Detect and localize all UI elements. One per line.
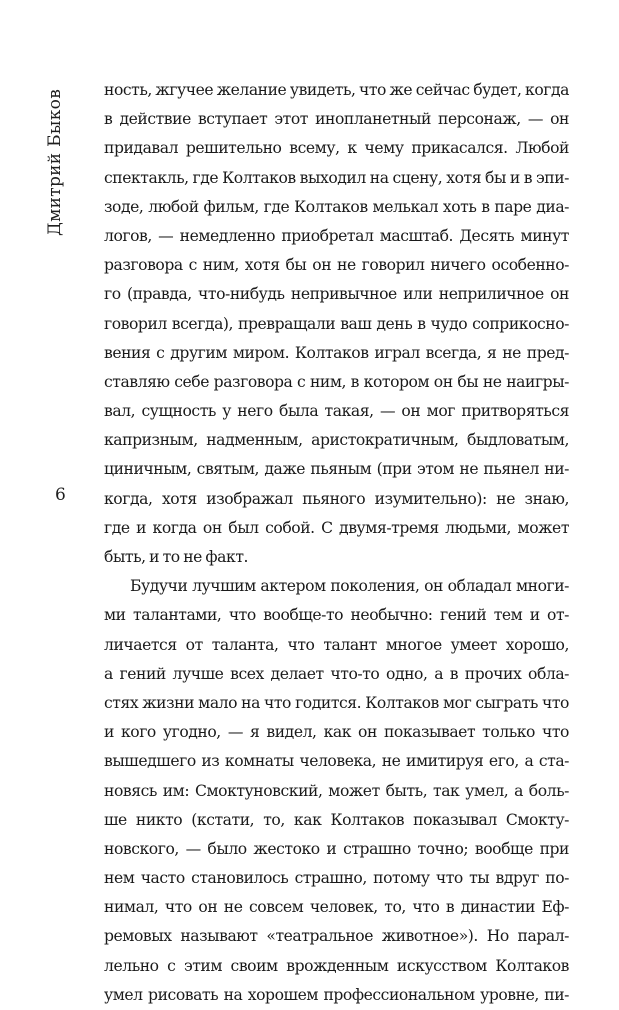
text-line: ми талантами, что вообще-то необычно: гений тем и от- bbox=[104, 606, 569, 625]
text-line: логов, — немедленно приобретал масштаб. Десять минут bbox=[104, 226, 569, 245]
text-line: Будучи лучшим актером поколения, он обладал многи- bbox=[130, 577, 569, 596]
text-line: и кого угодно, — я видел, как он показывает только что bbox=[104, 723, 569, 742]
text-line: новского, — было жестоко и страшно точно; вообще при bbox=[104, 839, 569, 858]
text-line: зоде, любой фильм, где Колтаков мелькал хоть в паре диа- bbox=[104, 197, 569, 216]
text-line: ремовых называют «театральное животное»). Но парал- bbox=[104, 927, 569, 946]
text-line: личается от таланта, что талант многое умеет хорошо, bbox=[104, 635, 569, 654]
text-line: вышедшего из комнаты человека, не имитируя его, а ста- bbox=[104, 752, 569, 771]
text-line: ставляю себе разговора с ним, в котором он бы не наигры- bbox=[104, 372, 569, 391]
page-number: 6 bbox=[55, 485, 66, 505]
text-line: придавал решительно всему, к чему прикасался. Любой bbox=[104, 139, 569, 158]
running-head-author: Дмитрий Быков bbox=[45, 88, 65, 236]
text-line: в действие вступает этот инопланетный персонаж, — он bbox=[104, 110, 569, 129]
text-line: ше никто (кстати, то, как Колтаков показывал Смокту- bbox=[104, 810, 569, 829]
text-line: спектакль, где Колтаков выходил на сцену, хотя бы и в эпи- bbox=[104, 168, 569, 187]
text-line: когда, хотя изображал пьяного изумительно): не знаю, bbox=[104, 489, 569, 508]
text-line: нем часто становилось страшно, потому что ты вдруг по- bbox=[104, 869, 569, 888]
body-text bbox=[104, 76, 569, 1010]
text-line: лельно с этим своим врожденным искусством Колтаков bbox=[104, 956, 569, 975]
text-line: где и когда он был собой. С двумя-тремя людьми, может bbox=[104, 518, 569, 537]
text-line: разговора с ним, хотя бы он не говорил ничего особенно- bbox=[104, 256, 569, 275]
text-line: го (правда, что-нибудь непривычное или неприличное он bbox=[104, 285, 569, 304]
text-line: умел рисовать на хорошем профессиональном уровне, пи- bbox=[104, 985, 569, 1004]
text-line: новясь им: Смоктуновский, может быть, так умел, а боль- bbox=[104, 781, 569, 800]
text-line: циничным, святым, даже пьяным (при этом не пьянел ни- bbox=[104, 460, 569, 479]
text-line: быть, и то не факт. bbox=[104, 548, 249, 566]
text-line: нимал, что он не совсем человек, то, что в династии Еф- bbox=[104, 898, 569, 917]
text-line: вения с другим миром. Колтаков играл всегда, я не пред- bbox=[104, 343, 569, 362]
text-line: говорил всегда), превращали ваш день в чудо соприкосно- bbox=[104, 314, 569, 333]
text-line: капризным, надменным, аристократичным, быдловатым, bbox=[104, 431, 569, 450]
text-line: а гений лучше всех делает что-то одно, а в прочих обла- bbox=[104, 664, 569, 683]
text-line: стях жизни мало на что годится. Колтаков мог сыграть что bbox=[104, 693, 569, 712]
text-line: вал, сущность у него была такая, — он мог притворяться bbox=[104, 402, 569, 421]
text-line: ность, жгучее желание увидеть, что же сейчас будет, когда bbox=[104, 81, 569, 99]
